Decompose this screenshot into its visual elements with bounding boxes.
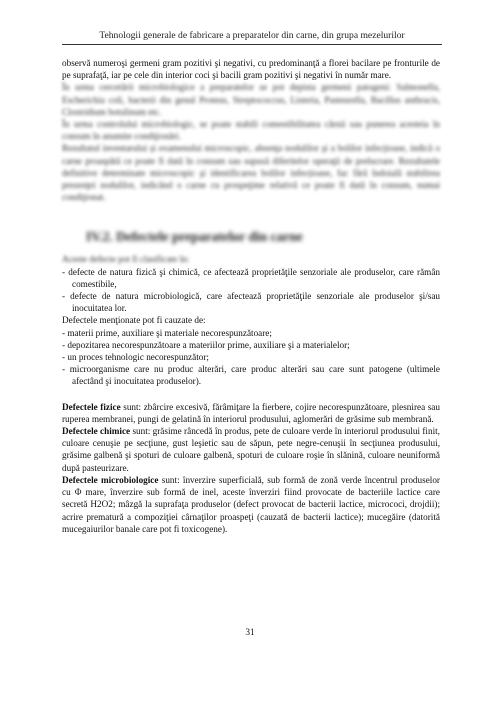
paragraph-blurred-1: În urma cercetării microbiologice a preparatelor se pot depista germeni patogeni: Salmonella, Escherichia coli, bacterii din genul Proteus, Streptococcus, Listeria, Pasteurella, Bacillus anthracis, Clostridium botulinum etc. <box>62 82 440 117</box>
physical-defects-label: Defectele fizice <box>62 401 121 412</box>
causes-list <box>62 327 440 388</box>
microbiological-defects-label: Defectele microbiologice <box>62 474 159 485</box>
list-item: - depozitarea necorespunzătoare a materiilor prime, auxiliare şi a materialelor; <box>62 339 350 350</box>
page-number: 31 <box>245 628 255 638</box>
chemical-defects-text: sunt: grăsime râncedă în produs, pete de culoare verde în interiorul produsului finit, culoare cenuşie pe secţiune, gust leşietic sau de săpun, pete negre-cenuşii în secţiunea produsului, grăsime galbenă şi spoturi de culoare galbenă, spoturi de culoare roşie în slănină, culoare neuniformă după pasteurizare. <box>62 426 440 473</box>
defect-types-list <box>62 266 440 315</box>
header-rule <box>62 44 442 45</box>
list-item: - materii prime, auxiliare şi materiale necorespunzătoare; <box>62 327 272 338</box>
causes-intro: Defectele menţionate pot fi cauzate de: <box>62 315 206 326</box>
paragraph-blurred-3: Rezultatul inventarului și examenului microscopic, absenţa nodulilor şi a bolilor infecțioase, indică o carne proaspătă ce poate fi dată în consum sau supusă diferitelor operaţii de prelucrare. Rezultatele definitive determinate microscopic şi identificarea bolilor infecțioase, fac fără îndoială stabilirea prezenţei nodulilor, indicând o carne cu prospeţime relativă ce poate fi dată în consum, numai condiţionat. <box>62 143 440 203</box>
physical-defects-text: sunt: zbârcire excesivă, fărâmiţare la fierbere, cojire necorespunzătoare, plesnirea sau ruperea membranei, pungi de gelatină în interiorul produsului, aglomerări de grăsime sub membrană. <box>62 401 440 424</box>
list-item: - defecte de natura microbiologică, care afectează proprietăţile senzoriale ale produselor şi/sau inocuitatea lor. <box>62 291 440 314</box>
running-header: Tehnologii generale de fabricare a preparatelor din carne, din grupa mezelurilor <box>99 30 405 41</box>
microbiological-defects-text: sunt: înverzire superficială, sub formă de zonă verde încentrul produselor cu Φ mare, înverzire sub formă de inel, aceste înverziri fiind provocate de bacteriile lactice care secretă H2O2; mâzgă la suprafaţa produselor (defect provocat de bacterii lactice, micrococi, drojdii); acrire prematură a compoziţiei cârnaţilor proaspeţi (cauzată de bacterii lactice); mucegăire (datorită mucegaiurilor banale care pot fi toxicogene). <box>62 474 440 534</box>
paragraph-intro: observă numeroşi germeni gram pozitivi şi negativi, cu predominanţă a florei bacilare pe fronturile de pe suprafaţă, iar pe cele din interior coci şi bacili gram pozitivi şi negativi în număr mare. <box>62 58 440 81</box>
section-heading: IV.2. Defectele preparatelor din carne <box>86 229 303 245</box>
physical-defects-paragraph <box>62 401 440 425</box>
paragraph-blurred-2: În urma controlului microbiologic, se poate stabili comestibilitatea cărnii sau punerea acesteia în consum în anumite condiţionări. <box>62 119 440 142</box>
body-content <box>62 57 440 535</box>
chemical-defects-label: Defectele chimice <box>62 426 131 437</box>
list-item: - un proces tehnologic necorespunzător; <box>62 352 209 363</box>
chemical-defects-paragraph <box>62 425 440 474</box>
microbiological-defects-paragraph <box>62 474 440 535</box>
section-lead: Aceste defecte pot fi clasificate în: <box>62 254 190 265</box>
list-item: - microorganisme care nu produc alterări, care produc alterări sau care sunt patogene (ultimele afectând şi inocuitatea produselor). <box>62 364 440 387</box>
list-item: - defecte de natura fizică şi chimică, ce afectează proprietăţile senzoriale ale produselor, care rămân comestibile, <box>62 266 440 289</box>
